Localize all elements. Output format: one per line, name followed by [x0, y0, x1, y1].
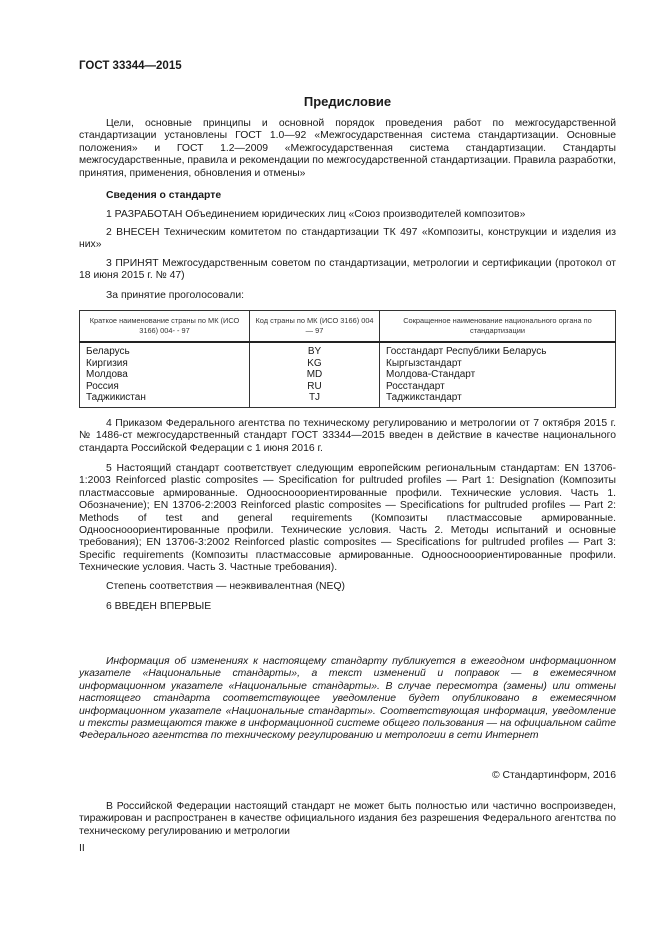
table-header-row [80, 311, 616, 343]
cell-body: Кыргызстандарт [380, 358, 616, 370]
document-code: ГОСТ 33344—2015 [79, 60, 182, 72]
cell-body: Таджикстандарт [380, 392, 616, 407]
item-developed: 1 РАЗРАБОТАН Объединением юридических лиц «Союз производителей композитов» [106, 209, 526, 220]
cell-body: Молдова-Стандарт [380, 369, 616, 381]
cell-body: Росстандарт [380, 381, 616, 393]
item-european-standards: 5 Настоящий стандарт соответствует следующим европейским региональным стандартам: EN 13706-1:2003 Reinforced plastic composites — Specification for pultruded profiles — Part 1: Designation (Композиты пластмассовые армированные. Однооснооориентированные профили. Технические условия. Часть 1. Обозначение); EN 13706-2:2003 Reinforced plastic composites — Specifications for pultruded profiles — Part 2: Methods of test and general requirements (Композиты пластмассовые армированные. Однооснооориентированные профили. Технические условия. Часть 2. Методы испытаний и основные требования); EN 13706-3:2002 Reinforced plastic composites — Specifications for pultruded profiles — Part 3: Specific requirements (Композиты пластмассовые армированные. Однооснооориентированные профили. Технические условия. Часть 3. Частные требования). [79, 463, 616, 574]
votes-table [79, 310, 616, 408]
page-title: Предисловие [303, 94, 392, 109]
item-introduced: 2 ВНЕСЕН Техническим комитетом по стандартизации ТК 497 «Композиты, конструкции и изделия из них» [79, 227, 616, 251]
cell-country: Киргизия [80, 358, 250, 370]
notice-paragraph: Информация об изменениях к настоящему стандарту публикуется в ежегодном информационном указателе «Национальные стандарты», а текст изменений и поправок — в ежемесячном информационном указателе «Национальные стандарты». В случае пересмотра (замены) или отмены настоящего стандарта соответствующее уведомление будет опубликовано в ежемесячном информационном указателе «Национальные стандарты». Соответствующая информация, уведомление и тексты размещаются также в информационной системе общего пользования — на официальном сайте Федерального агентства по техническому регулированию и метрологии в сети Интернет [79, 656, 616, 742]
item-first-introduced: 6 ВВЕДЕН ВПЕРВЫЕ [106, 601, 212, 612]
cell-code: RU [250, 381, 380, 393]
intro-paragraph: Цели, основные принципы и основной порядок проведения работ по межгосударственной стандартизации установлены ГОСТ 1.0—92 «Межгосударственная система стандартизации. Основные положения» и ГОСТ 1.2—2009 «Межгосударственная система стандартизации. Стандарты межгосударственные, правила и рекомендации по межгосударственной стандартизации. Правила разработки, принятия, применения, обновления и отмены» [79, 118, 616, 179]
cell-country: Молдова [80, 369, 250, 381]
cell-code: KG [250, 358, 380, 370]
cell-code: TJ [250, 392, 380, 407]
item-degree-of-conformity: Степень соответствия — неэквивалентная (NEQ) [106, 581, 345, 592]
cell-code: BY [250, 342, 380, 358]
table-header-country: Краткое наименование страны по МК (ИСО 3166) 004- - 97 [80, 311, 250, 343]
cell-country: Россия [80, 381, 250, 393]
item-order: 4 Приказом Федерального агентства по техническому регулированию и метрологии от 7 октября 2015 г. № 1486-ст межгосударственный стандарт ГОСТ 33344—2015 введен в действие в качестве национального стандарта Российской Федерации с 1 июня 2016 г. [79, 418, 616, 454]
page-number: II [79, 843, 85, 854]
table-row [80, 369, 616, 381]
table-row [80, 392, 616, 407]
cell-code: MD [250, 369, 380, 381]
table-header-body: Сокращенное наименование национального органа по стандартизации [380, 311, 616, 343]
legal-paragraph: В Российской Федерации настоящий стандарт не может быть полностью или частично воспроизведен, тиражирован и распространен в качестве официального издания без разрешения Федерального агентства по техническому регулированию и метрологии [79, 801, 616, 837]
voted-label: За принятие проголосовали: [106, 290, 245, 301]
copyright-line: © Стандартинформ, 2016 [491, 770, 616, 781]
table-row [80, 358, 616, 370]
cell-body: Госстандарт Республики Беларусь [380, 342, 616, 358]
table-header-code: Код страны по МК (ИСО 3166) 004 — 97 [250, 311, 380, 343]
table-row [80, 381, 616, 393]
section-heading: Сведения о стандарте [106, 190, 222, 201]
cell-country: Таджикистан [80, 392, 250, 407]
table-row [80, 342, 616, 358]
cell-country: Беларусь [80, 342, 250, 358]
item-adopted: 3 ПРИНЯТ Межгосударственным советом по стандартизации, метрологии и сертификации (протокол от 18 июня 2015 г. № 47) [79, 258, 616, 282]
